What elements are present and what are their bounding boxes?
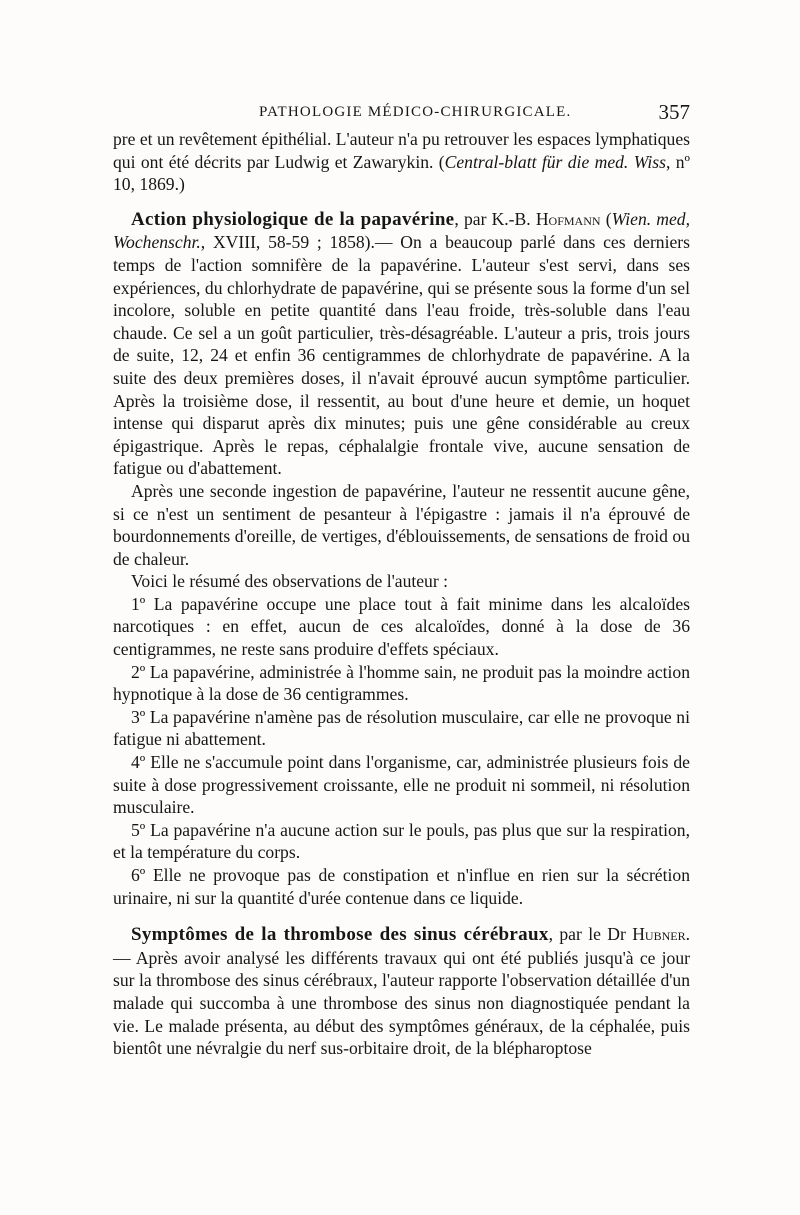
author-name: Hofmann (535, 208, 601, 229)
journal-reference: Central-blatt für die med. Wiss (444, 151, 666, 172)
article-title-papaverine: Action physiologique de la papavérine (131, 208, 455, 230)
body-text (113, 128, 690, 1060)
numbered-observation: 6º Elle ne provoque pas de constipation et n'influe en rien sur la sécrétion urinaire, ni sur la quantité d'urée contenue dans ce liquide. (113, 865, 690, 908)
running-head (113, 98, 690, 128)
page-number: 357 (658, 100, 690, 124)
numbered-observation: 5º La papavérine n'a aucune action sur le pouls, pas plus que sur la respiration, et la température du corps. (113, 819, 690, 863)
running-title: PATHOLOGIE MÉDICO-CHIRURGICALE. (259, 104, 572, 120)
continuation-text: pre et un revêtement épithélial. L'auteur n'a pu retrouver les espaces lymphatiques qui ont été décrits par Ludwig et Zawarykin. ( (113, 129, 690, 172)
ref-open: ( (600, 208, 612, 229)
reference-number: , nº 10, 1869.) (113, 151, 690, 195)
numbered-observation: 2º La papavérine, administrée à l'homme sain, ne produit pas la moindre action hypnotique à la dose de 36 centigrammes. (113, 661, 690, 705)
numbered-observation: 1º La papavérine occupe une place tout à fait minime dans les alcaloïdes narcotiques : en effet, aucun de ces alcaloïdes, donné à la dose de 36 centigrammes, ne reste sans produire d'effets spéciaux. (113, 593, 690, 660)
author-name: Hubner (632, 924, 686, 945)
paragraph: Après une seconde ingestion de papavérine, l'auteur ne ressentit aucune gêne, si ce n'est un sentiment de pesanteur à l'épigastre : jamais il n'a éprouvé de bourdonnements d'oreille, de vertiges, d'éblouissements, de sensations de froid ou de chaleur. (113, 480, 690, 569)
byline-prefix: , par K.-B. (454, 208, 536, 229)
article-papaverine-intro (113, 208, 690, 480)
article-thrombose-intro (113, 923, 690, 1060)
article-text: , XVIII, 58-59 ; 1858).— On a beaucoup parlé dans ces derniers temps de l'action somnifère de la papavérine. L'auteur s'est servi, dans ses expériences, du chlorhydrate de papavérine, qui se présente sous la forme d'un sel incolore, soluble en petite quantité dans l'eau froide, très-soluble dans l'eau chaude. Ce sel a un goût particulier, très-désagréable. L'auteur a pris, trois jours de suite, 12, 24 et enfin 36 centigrammes de chlorhydrate de papavérine. A la suite des deux premières doses, il n'avait éprouvé aucun symptôme particulier. Après la troisième dose, il ressentit, au bout d'une heure et demie, un hoquet intense qui disparut après dix minutes; puis une gêne considérable au creux épigastrique. Après le repas, céphalalgie frontale vive, aucune sensation de fatigue ou d'abattement. (113, 232, 690, 479)
paragraph: Voici le résumé des observations de l'auteur : (131, 571, 449, 592)
byline-prefix: , par le Dr (548, 924, 633, 945)
numbered-observation: 4º Elle ne s'accumule point dans l'organisme, car, administrée plusieurs fois de suite à dose progressivement croissante, elle ne produit ni sommeil, ni résolution musculaire. (113, 752, 690, 818)
numbered-observation: 3º La papavérine n'amène pas de résolution musculaire, car elle ne provoque ni fatigue ni abattement. (113, 706, 690, 750)
journal-reference: Wien. med, Wochenschr. (113, 208, 690, 253)
article-title-thrombose: Symptômes de la thrombose des sinus cérébraux (131, 924, 549, 946)
continuation-paragraph (113, 128, 690, 196)
article-text: . — Après avoir analysé les différents travaux qui ont été publiés jusqu'à ce jour sur la thrombose des sinus cérébraux, l'auteur rapporte l'observation détaillée d'un malade qui succomba à une thrombose des sinus non diagnostiquée pendant la vie. Le malade présenta, au début des symptômes généraux, de la céphalée, puis bientôt une névralgie du nerf sus-orbitaire droit, de la blépharoptose (113, 924, 691, 1059)
